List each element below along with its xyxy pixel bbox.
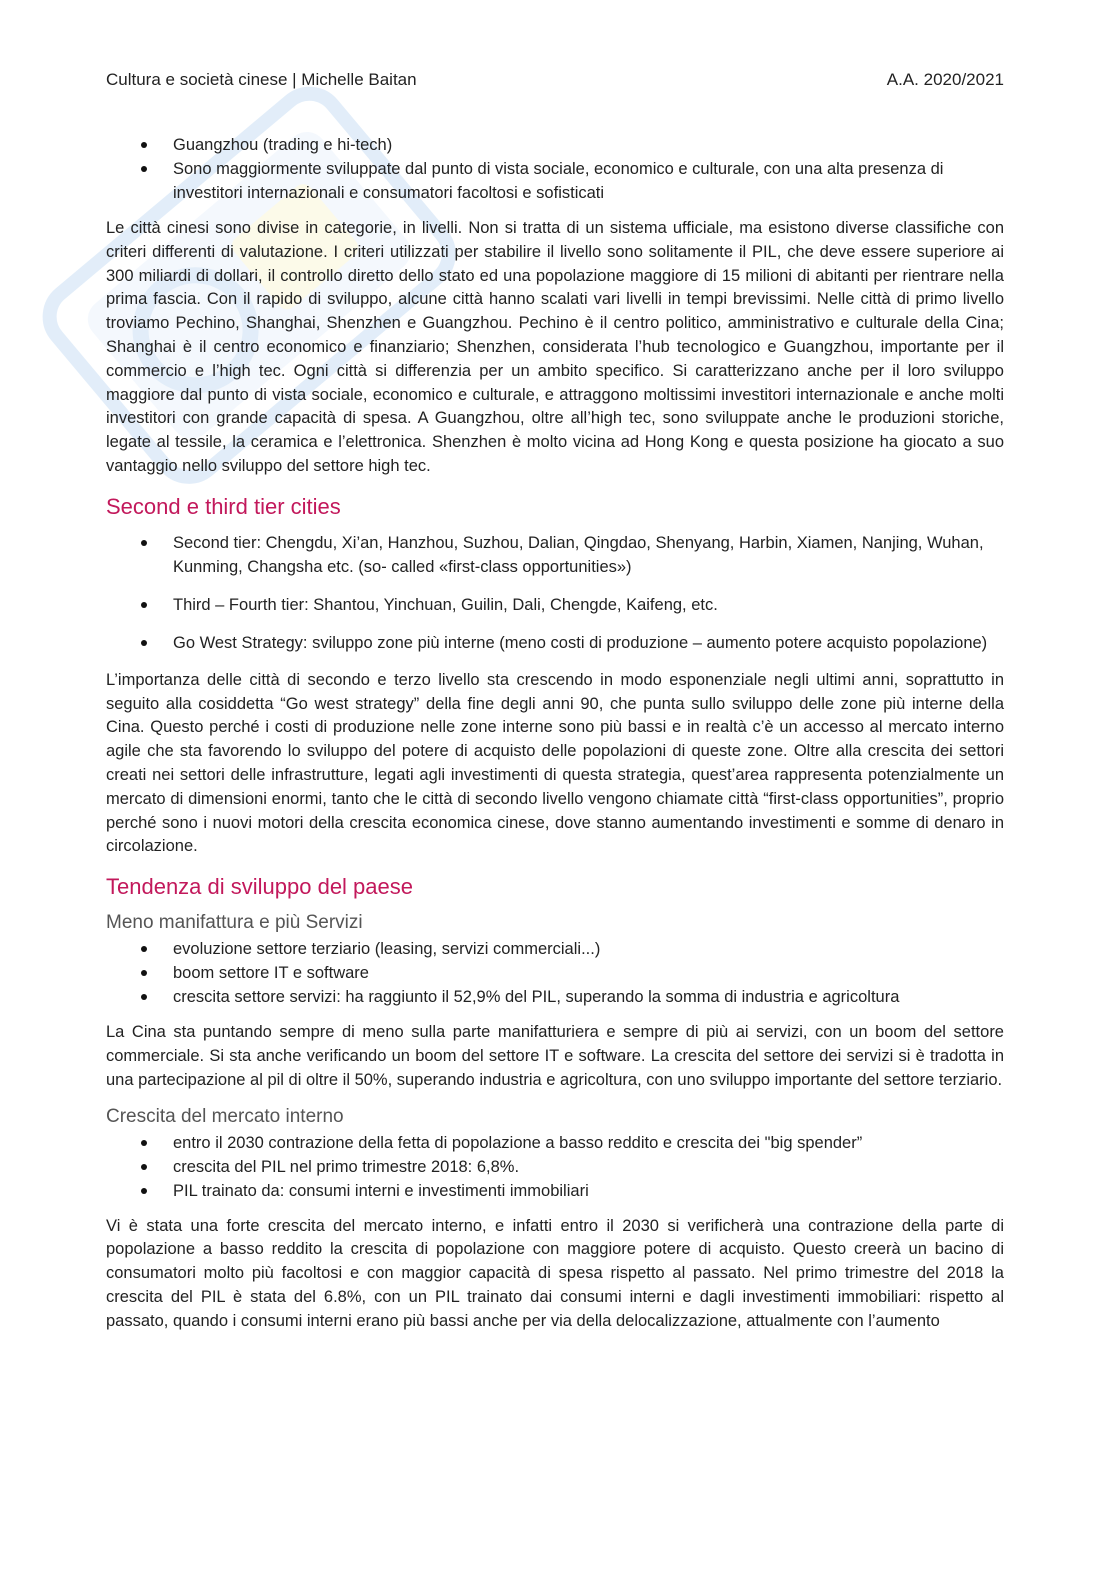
list-item-text: PIL trainato da: consumi interni e investimenti immobiliari xyxy=(173,1181,589,1200)
list-item-text: boom settore IT e software xyxy=(173,964,369,983)
subheading-internal-market: Crescita del mercato interno xyxy=(106,1105,344,1127)
services-bullet-list xyxy=(106,937,1004,1009)
list-item xyxy=(106,1179,1004,1203)
list-item xyxy=(106,1155,1004,1179)
bullet-icon xyxy=(141,142,147,148)
subheading-services: Meno manifattura e più Servizi xyxy=(106,912,363,934)
tier2-bullet-list xyxy=(106,531,1004,655)
list-item xyxy=(106,133,1004,157)
list-item xyxy=(106,157,1004,205)
bullet-icon xyxy=(141,540,147,546)
list-item-text: Second tier: Chengdu, Xi’an, Hanzhou, Suzhou, Dalian, Qingdao, Shenyang, Harbin, Xiamen, Nanjing, Wuhan, Kunming, Changsha etc. (so- called «first-class opportunities») xyxy=(173,533,984,576)
header-course-author: Cultura e società cinese | Michelle Baitan xyxy=(106,70,417,89)
list-item-text: crescita del PIL nel primo trimestre 2018: 6,8%. xyxy=(173,1157,520,1176)
list-item xyxy=(106,937,1004,961)
bullet-icon xyxy=(141,946,147,952)
list-item-text: entro il 2030 contrazione della fetta di popolazione a basso reddito e crescita dei "big spender” xyxy=(173,1133,863,1152)
list-item xyxy=(106,985,1004,1009)
bullet-icon xyxy=(141,970,147,976)
bullet-icon xyxy=(141,994,147,1000)
list-item-text: Sono maggiormente sviluppate dal punto di vista sociale, economico e culturale, con una alta presenza di investitori internazionali e consumatori facoltosi e sofisticati xyxy=(173,160,944,202)
header-academic-year: A.A. 2020/2021 xyxy=(886,70,1004,89)
list-item-text: evoluzione settore terziario (leasing, servizi commerciali...) xyxy=(173,940,601,959)
list-item-text: Go West Strategy: sviluppo zone più interne (meno costi di produzione – aumento potere acquisto popolazione) xyxy=(173,633,988,652)
bullet-icon xyxy=(141,640,147,646)
list-item-text: Guangzhou (trading e hi-tech) xyxy=(173,136,393,154)
paragraph-tier-classification: Le città cinesi sono divise in categorie, in livelli. Non si tratta di un sistema ufficiale, ma esistono diverse classifiche con criteri differenti di valutazione. I criteri utilizzati per stabilire il livello sono solitamente il PIL, che deve essere superiore ai 300 miliardi di dollari, il controllo diretto dello stato ed una popolazione maggiore di 15 milioni di abitanti per rientrare nella prima fascia. Con il rapido di sviluppo, alcune città hanno scalati vari livelli in tempi brevissimi. Nelle città di primo livello troviamo Pechino, Shanghai, Shenzhen e Guangzhou. Pechino è il centro politico, amministrativo e culturale della Cina; Shanghai è il centro economico e finanziario; Shenzhen, considerata l’hub tecnologico e Guangzhou, importante per il commercio e l’high tec. Ogni città si differenzia per un ambito specifico. Si caratterizzano anche per il loro sviluppo maggiore dal punto di vista sociale, economico e culturale, e attraggono moltissimi investitori internazionale e anche molti investitori con grande capacità di spesa. A Guangzhou, oltre all’high tec, sono sviluppate anche le produzioni storiche, legate al tessile, la ceramica e l’elettronica. Shenzhen è molto vicina ad Hong Kong e questa posizione ha giocato a suo vantaggio nello sviluppo del settore high tec. xyxy=(106,219,1004,475)
section-heading-second-third-tier: Second e third tier cities xyxy=(106,493,341,519)
list-item-text: Third – Fourth tier: Shantou, Yinchuan, Guilin, Dali, Chengde, Kaifeng, etc. xyxy=(173,595,718,614)
bullet-icon xyxy=(141,1140,147,1146)
page-content xyxy=(106,133,1004,1334)
bullet-icon xyxy=(141,602,147,608)
list-item xyxy=(106,961,1004,985)
bullet-icon xyxy=(141,1188,147,1194)
tier1-bullet-list xyxy=(106,133,1004,205)
paragraph-internal-market: Vi è stata una forte crescita del mercato interno, e infatti entro il 2030 si verificherà una contrazione della parte di popolazione a basso reddito la crescita di popolazione con maggiore potere di acquisto. Questo creerà un bacino di consumatori molto più facoltosi e con maggior capacità di spesa rispetto al passato. Nel primo trimestre del 2018 la crescita del PIL è stata del 6.8%, con un PIL trainato dai consumi interni e dagli investimenti immobiliari: rispetto al passato, quando i consumi interni erano più bassi anche per via della delocalizzazione, attualmente con l’aumento xyxy=(106,1216,1004,1330)
section-heading-development-trend: Tendenza di sviluppo del paese xyxy=(106,874,414,900)
list-item xyxy=(106,593,1004,617)
paragraph-go-west: L’importanza delle città di secondo e terzo livello sta crescendo in modo esponenziale negli ultimi anni, soprattutto in seguito alla cosiddetta “Go west strategy” della fine degli anni 90, che punta sullo sviluppo delle zone più interne della Cina. Questo perché i costi di produzione nelle zone interne sono più bassi e in realtà c’è un accesso al mercato interno agile che sta favorendo lo sviluppo del potere di acquisto delle popolazioni di queste zone. Oltre alla crescita dei settori creati nei settori delle infrastrutture, legati agli investimenti di questa strategia, quest’area rappresenta potenzialmente un mercato di dimensioni enormi, tanto che le città di secondo livello vengono chiamate città “first-class opportunities”, proprio perché sono i nuovi motori della crescita economica cinese, dove stanno aumentando investimenti e somme di denaro in circolazione. xyxy=(106,670,1004,856)
list-item xyxy=(106,631,1004,655)
list-item xyxy=(106,531,1004,579)
market-bullet-list xyxy=(106,1131,1004,1203)
paragraph-services: La Cina sta puntando sempre di meno sulla parte manifatturiera e sempre di più ai servizi, con un boom del settore commerciale. Si sta anche verificando un boom del settore IT e software. La crescita del settore dei servizi si è tradotta in una partecipazione al pil di oltre il 50%, superando industria e agricoltura, con uno sviluppo importante del settore terziario. xyxy=(106,1023,1004,1089)
list-item-text: crescita settore servizi: ha raggiunto il 52,9% del PIL, superando la somma di industria e agricoltura xyxy=(173,988,900,1007)
bullet-icon xyxy=(141,1164,147,1170)
list-item xyxy=(106,1131,1004,1155)
bullet-icon xyxy=(141,166,147,172)
page-header xyxy=(106,70,1004,90)
